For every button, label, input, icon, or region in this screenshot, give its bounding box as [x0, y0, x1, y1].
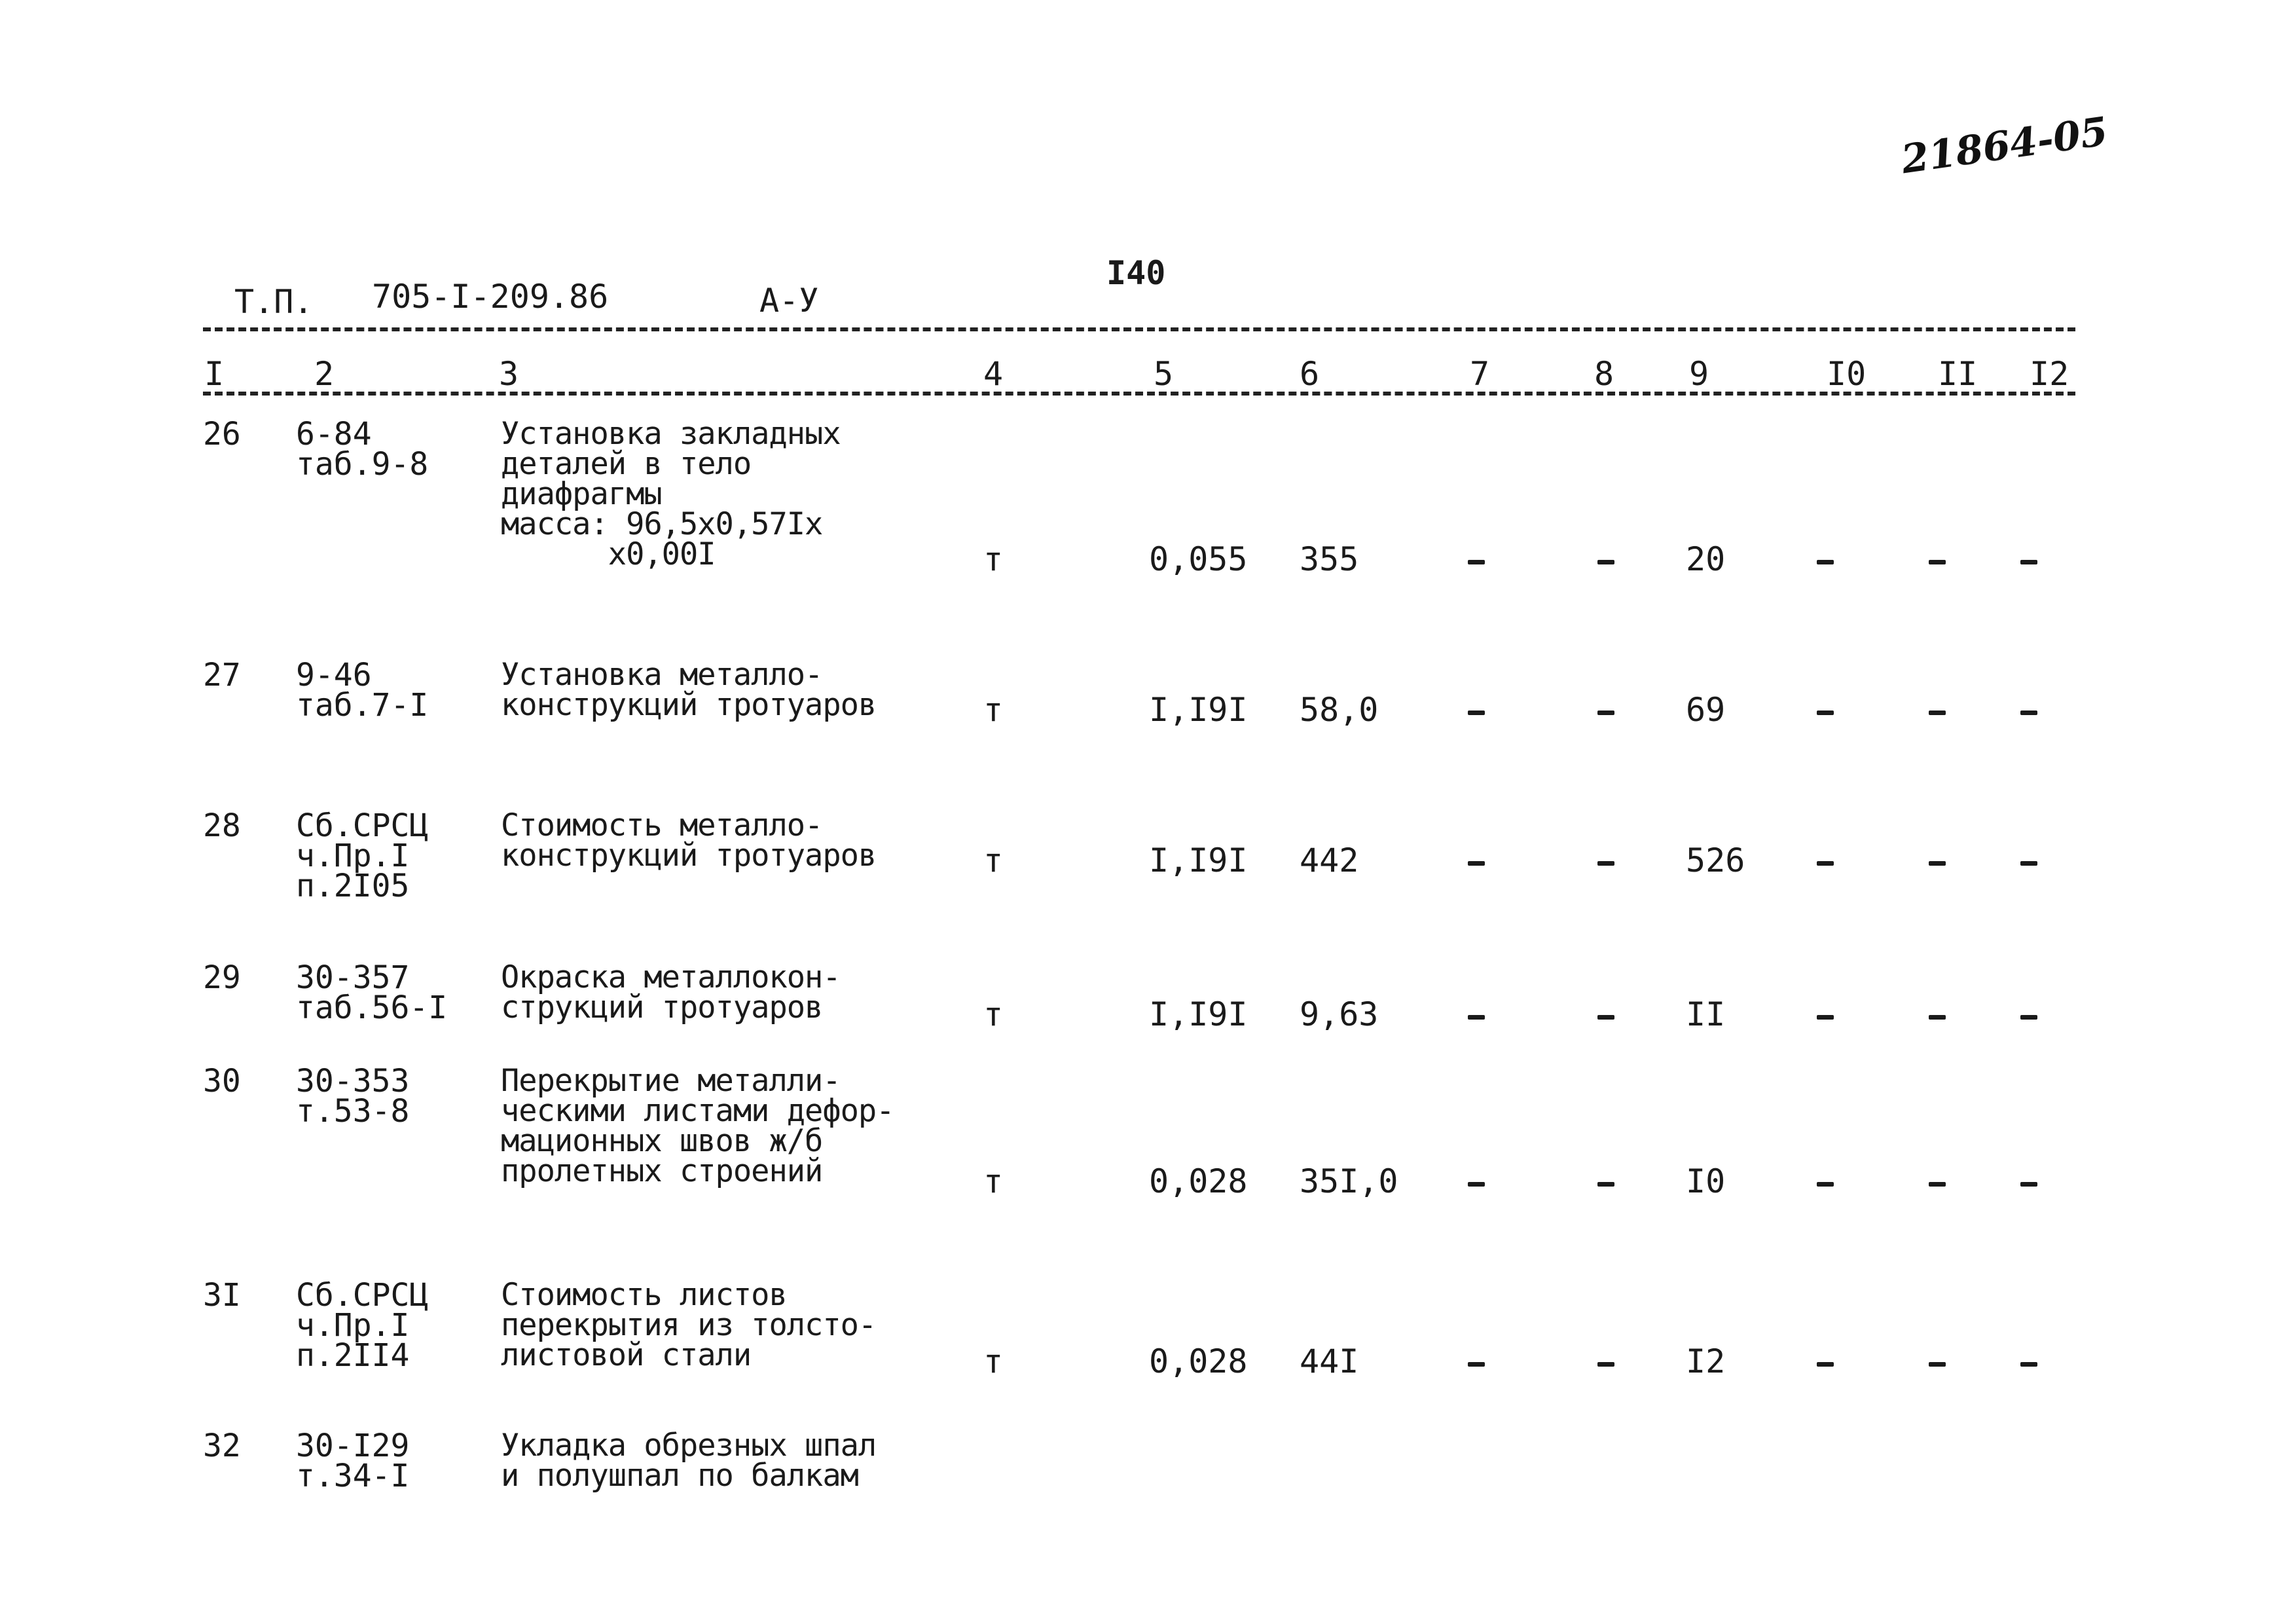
work-description: Установка металло- конструкций тротуаров: [501, 657, 877, 723]
column-9-value: II: [1686, 995, 1726, 1033]
empty-value-dash: [1597, 1362, 1614, 1367]
unit-price: 44I: [1300, 1342, 1359, 1380]
column-9-value: 526: [1686, 841, 1745, 879]
column-number: 6: [1300, 355, 1320, 393]
row-number: 29: [203, 959, 241, 996]
unit-of-measure: т: [983, 540, 1004, 578]
column-9-value: 20: [1686, 540, 1726, 578]
column-number: 9: [1689, 355, 1709, 393]
empty-value-dash: [1817, 1015, 1834, 1020]
quantity: I,I9I: [1149, 691, 1248, 729]
row-number: 32: [203, 1428, 241, 1464]
page-number: I40: [1106, 254, 1166, 292]
norm-code: 9-46 таб.7-I: [296, 657, 429, 724]
empty-value-dash: [1929, 1182, 1946, 1187]
norm-code: Сб.СРСЦ ч.Пр.I п.2I05: [296, 807, 429, 904]
column-number: I2: [2030, 355, 2069, 393]
column-number: II: [1938, 355, 1978, 393]
unit-price: 442: [1300, 841, 1359, 879]
empty-value-dash: [2020, 1015, 2037, 1020]
column-number: 4: [983, 355, 1004, 393]
empty-value-dash: [1817, 1182, 1834, 1187]
empty-value-dash: [1597, 861, 1614, 866]
empty-value-dash: [1817, 710, 1834, 715]
project-code: 705-I-209.86: [372, 278, 609, 316]
unit-of-measure: т: [983, 691, 1004, 729]
work-description: Стоимость металло- конструкций тротуаров: [501, 807, 877, 874]
empty-value-dash: [1929, 1362, 1946, 1367]
column-number: 2: [314, 355, 335, 393]
column-9-value: I0: [1686, 1162, 1726, 1200]
empty-value-dash: [1468, 560, 1485, 564]
column-number: I0: [1827, 355, 1867, 393]
empty-value-dash: [1929, 1015, 1946, 1020]
row-number: 30: [203, 1063, 241, 1099]
empty-value-dash: [1468, 1362, 1485, 1367]
empty-value-dash: [2020, 710, 2037, 715]
norm-code: 6-84 таб.9-8: [296, 416, 429, 483]
empty-value-dash: [1468, 861, 1485, 866]
column-number: 8: [1594, 355, 1614, 393]
quantity: 0,028: [1149, 1342, 1248, 1380]
empty-value-dash: [2020, 1362, 2037, 1367]
quantity: I,I9I: [1149, 995, 1248, 1033]
column-number: 7: [1470, 355, 1490, 393]
norm-code: 30-353 т.53-8: [296, 1063, 410, 1130]
unit-of-measure: т: [983, 1162, 1004, 1200]
norm-code: 30-I29 т.34-I: [296, 1428, 410, 1494]
unit-of-measure: т: [983, 1342, 1004, 1380]
unit-price: 35I,0: [1300, 1162, 1398, 1200]
empty-value-dash: [1929, 710, 1946, 715]
section-code: А-У: [759, 282, 819, 320]
work-description: Стоимость листов перекрытия из толсто- листовой стали: [501, 1277, 877, 1373]
empty-value-dash: [1817, 861, 1834, 866]
column-header-dashed-rule: [203, 392, 2075, 396]
column-number: 5: [1154, 355, 1174, 393]
empty-value-dash: [1468, 710, 1485, 715]
empty-value-dash: [2020, 861, 2037, 866]
handwritten-archive-number: 21864-05: [1899, 108, 2111, 183]
empty-value-dash: [1468, 1182, 1485, 1187]
empty-value-dash: [1597, 1015, 1614, 1020]
empty-value-dash: [2020, 560, 2037, 564]
column-9-value: I2: [1686, 1342, 1726, 1380]
unit-price: 355: [1300, 540, 1359, 578]
empty-value-dash: [1817, 560, 1834, 564]
empty-value-dash: [1597, 710, 1614, 715]
empty-value-dash: [1929, 560, 1946, 564]
quantity: I,I9I: [1149, 841, 1248, 879]
row-number: 28: [203, 807, 241, 844]
column-number: 3: [499, 355, 519, 393]
empty-value-dash: [1929, 861, 1946, 866]
empty-value-dash: [1597, 560, 1614, 564]
column-number: I: [204, 355, 225, 393]
work-description: Перекрытие металли- ческими листами дефор- мационных швов ж/б пролетных строений: [501, 1063, 894, 1189]
row-number: 27: [203, 657, 241, 693]
row-number: 26: [203, 416, 241, 452]
empty-value-dash: [1468, 1015, 1485, 1020]
empty-value-dash: [1817, 1362, 1834, 1367]
top-dashed-rule: [203, 327, 2075, 331]
work-description: Укладка обрезных шпал и полушпал по балкам: [501, 1428, 877, 1494]
work-description: Установка закладных деталей в тело диафрагмы масса: 96,5х0,57Iх х0,00I: [501, 416, 841, 572]
empty-value-dash: [1597, 1182, 1614, 1187]
column-9-value: 69: [1686, 691, 1726, 729]
empty-value-dash: [2020, 1182, 2037, 1187]
norm-code: Сб.СРСЦ ч.Пр.I п.2II4: [296, 1277, 429, 1374]
quantity: 0,028: [1149, 1162, 1248, 1200]
unit-of-measure: т: [983, 995, 1004, 1033]
unit-of-measure: т: [983, 841, 1004, 879]
row-number: 3I: [203, 1277, 241, 1314]
work-description: Окраска металлокон- струкций тротуаров: [501, 959, 841, 1025]
norm-code: 30-357 таб.56-I: [296, 959, 448, 1026]
unit-price: 9,63: [1300, 995, 1379, 1033]
unit-price: 58,0: [1300, 691, 1379, 729]
tp-label: Т.П.: [234, 283, 314, 321]
quantity: 0,055: [1149, 540, 1248, 578]
